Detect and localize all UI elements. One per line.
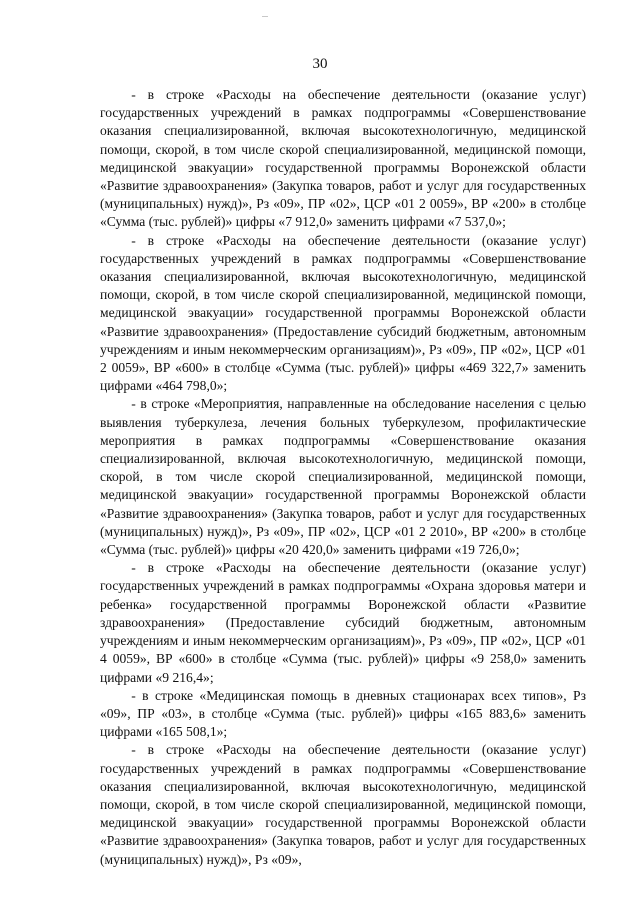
paragraph-2: - в строке «Расходы на обеспечение деятельности (оказание услуг) государственных учреждений в рамках подпрограммы «Совершенствование оказания специализированной, включая высокотехнологичную, медицинской помощи, скорой, в том числе скорой специализированной, медицинской помощи, медицинской эвакуации» государственной программы Воронежской области «Развитие здравоохранения» (Предоставление субсидий бюджетным, автономным учреждениям и иным некоммерческим организациям)», Рз «09», ПР «02», ЦСР «01 2 0059», ВР «600» в столбце «Сумма (тыс. рублей)» цифры «469 322,7» заменить цифрами «464 798,0»;	[100, 232, 586, 394]
paragraph-3: - в строке «Мероприятия, направленные на обследование населения с целью выявления туберкулеза, лечения больных туберкулезом, профилактические мероприятия в рамках подпрограммы «Совершенствование оказания специализированной, включая высокотехнологичную, медицинской помощи, скорой, в том числе скорой специализированной, медицинской помощи, медицинской эвакуации» государственной программы Воронежской области «Развитие здравоохранения» (Закупка товаров, работ и услуг для государственных (муниципальных) нужд)», Рз «09», ПР «02», ЦСР «01 2 2010», ВР «200» в столбце «Сумма (тыс. рублей)» цифры «20 420,0» заменить цифрами «19 726,0»;	[100, 396, 586, 558]
document-body	[100, 86, 586, 869]
paragraph-6: - в строке «Расходы на обеспечение деятельности (оказание услуг) государственных учреждений в рамках подпрограммы «Совершенствование оказания специализированной, включая высокотехнологичную, медицинской помощи, скорой, в том числе скорой специализированной, медицинской помощи, медицинской эвакуации» государственной программы Воронежской области «Развитие здравоохранения» (Закупка товаров, работ и услуг для государственных (муниципальных) нужд)», Рз «09»,	[100, 742, 586, 867]
paragraph-1: - в строке «Расходы на обеспечение деятельности (оказание услуг) государственных учреждений в рамках подпрограммы «Совершенствование оказания специализированной, включая высокотехнологичную, медицинской помощи, скорой, в том числе скорой специализированной, медицинской помощи, медицинской эвакуации» государственной программы Воронежской области «Развитие здравоохранения» (Закупка товаров, работ и услуг для государственных (муниципальных) нужд)», Рз «09», ПР «02», ЦСР «01 2 0059», ВР «200» в столбце «Сумма (тыс. рублей)» цифры «7 912,0» заменить цифрами «7 537,0»;	[100, 87, 586, 230]
page-number: 30	[312, 56, 328, 72]
scan-artifact	[262, 16, 268, 17]
paragraph-4: - в строке «Расходы на обеспечение деятельности (оказание услуг) государственных учреждений в рамках подпрограммы «Охрана здоровья матери и ребенка» государственной программы Воронежской области «Развитие здравоохранения» (Предоставление субсидий бюджетным, автономным учреждениям и иным некоммерческим организациям)», Рз «09», ПР «02», ЦСР «01 4 0059», ВР «600» в столбце «Сумма (тыс. рублей)» цифры «9 258,0» заменить цифрами «9 216,4»;	[100, 560, 586, 685]
paragraph-5: - в строке «Медицинская помощь в дневных стационарах всех типов», Рз «09», ПР «03», в столбце «Сумма (тыс. рублей)» цифры «165 883,6» заменить цифрами «165 508,1»;	[100, 687, 586, 740]
